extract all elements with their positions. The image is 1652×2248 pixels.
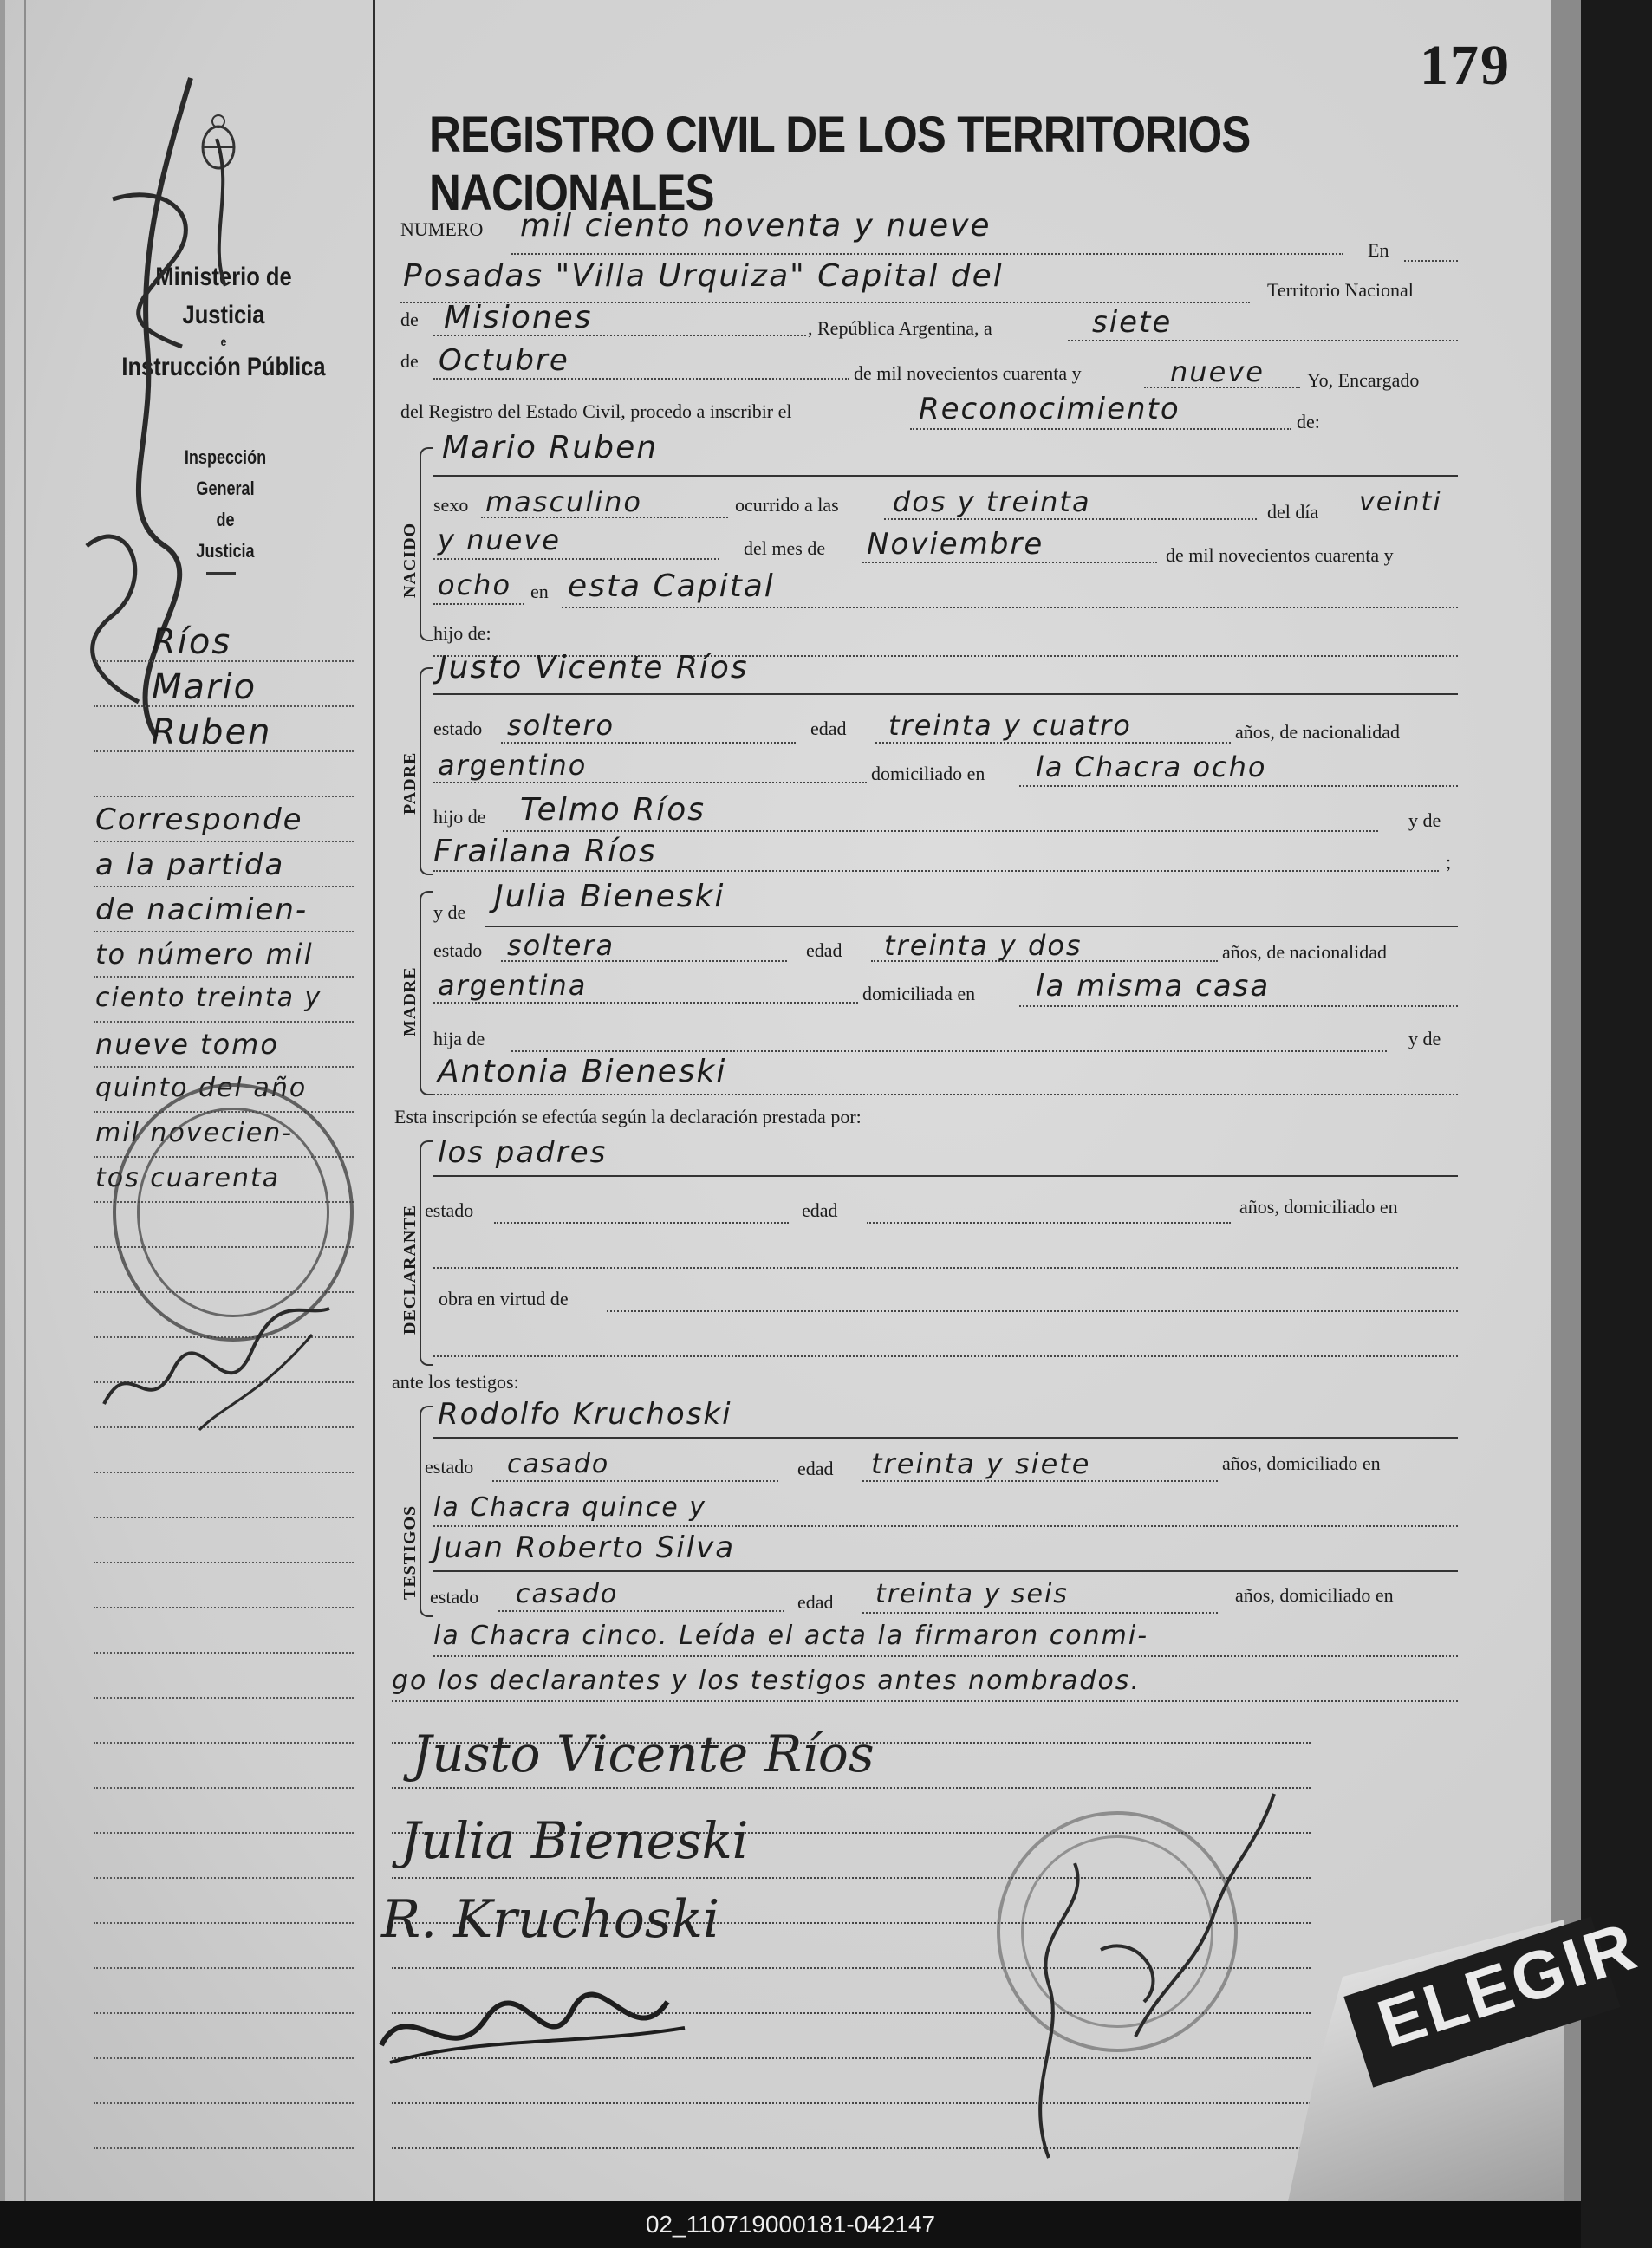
margin-note-line: nueve tomo xyxy=(95,1028,279,1061)
section-label-declarante: DECLARANTE xyxy=(400,1204,420,1335)
ruled-line xyxy=(94,2147,354,2150)
fill-line xyxy=(433,1570,1458,1572)
edad-label: edad xyxy=(797,1458,834,1479)
ministry-line2: e xyxy=(220,335,227,348)
fill-line xyxy=(498,1610,784,1612)
y-de-label-2: y de xyxy=(433,901,466,923)
birth-month: Noviembre xyxy=(867,527,1044,562)
witness2-dom: la Chacra cinco. Leída el acta la firmaron conmi- xyxy=(433,1621,1149,1651)
father-nac: argentino xyxy=(438,749,588,782)
hour-value: dos y treinta xyxy=(893,485,1091,518)
fill-line xyxy=(511,253,1343,255)
obra-label: obra en virtud de xyxy=(439,1288,569,1309)
numero-label: NUMERO xyxy=(400,218,484,240)
margin-note-line: de nacimien- xyxy=(95,893,309,927)
ruled-line xyxy=(94,1877,354,1880)
margin-note-line: tos cuarenta xyxy=(95,1163,281,1193)
registro-label: del Registro del Estado Civil, procedo a inscribir el xyxy=(400,400,792,422)
fill-line xyxy=(433,475,1458,477)
page-title: REGISTRO CIVIL DE LOS TERRITORIOS NACIONALES xyxy=(429,107,1251,221)
margin-note-line: quinto del año xyxy=(95,1073,308,1103)
y-de-label-3: y de xyxy=(1408,1028,1441,1049)
father-name: Justo Vicente Ríos xyxy=(438,650,749,685)
fill-line xyxy=(1019,1005,1458,1007)
witness2-edad: treinta y seis xyxy=(875,1579,1069,1609)
fill-line xyxy=(392,1700,1458,1702)
ruled-line xyxy=(94,1832,354,1835)
image-id-footer: 02_110719000181-042147 xyxy=(0,2201,1581,2248)
en-label: En xyxy=(1368,239,1389,261)
margin-note-line: Mario xyxy=(152,667,257,707)
section-label-nacido: NACIDO xyxy=(400,522,420,598)
margin-note-line: Corresponde xyxy=(95,802,303,837)
ruled-line xyxy=(94,1562,354,1564)
del-dia-label: del día xyxy=(1267,501,1319,523)
year-value: nueve xyxy=(1170,355,1265,388)
birth-year-value: ocho xyxy=(438,568,512,601)
sexo-value: masculino xyxy=(485,485,642,518)
fill-line xyxy=(433,782,867,783)
estado-label: estado xyxy=(425,1456,474,1478)
section-label-padre: PADRE xyxy=(400,751,420,815)
ruled-line xyxy=(94,1742,354,1744)
estado-label: estado xyxy=(430,1586,479,1608)
fill-line xyxy=(433,1655,1458,1657)
mother-estado: soltera xyxy=(507,929,615,962)
fill-line xyxy=(910,428,1291,430)
signature-witness1: R. Kruchoski xyxy=(381,1889,720,1950)
sticker-label: ELEGIR xyxy=(1343,1916,1620,2087)
ruled-line xyxy=(94,1607,354,1609)
ruled-line xyxy=(94,1021,354,1023)
territory-value: Misiones xyxy=(444,300,593,335)
ruled-line xyxy=(94,841,354,843)
father-dom: la Chacra ocho xyxy=(1036,750,1267,783)
inspection-line1: Inspección General xyxy=(184,446,267,499)
ruled-line xyxy=(94,1066,354,1069)
year-label: de mil novecientos cuarenta y xyxy=(854,362,1082,384)
ruled-line xyxy=(94,1697,354,1699)
inscripcion-label: Esta inscripción se efectúa según la declaración prestada por: xyxy=(394,1106,862,1127)
fill-line xyxy=(862,562,1157,563)
ruled-line xyxy=(94,2102,354,2105)
estado-label: estado xyxy=(433,718,483,739)
fill-line xyxy=(503,830,1378,832)
section-label-madre: MADRE xyxy=(400,966,420,1036)
witness1-estado: casado xyxy=(507,1449,610,1479)
fill-line xyxy=(433,1267,1458,1269)
margin-note-line: a la partida xyxy=(95,848,285,882)
decl-anos-label: años, domiciliado en xyxy=(1239,1196,1398,1218)
mother-father: Antonia Bieneski xyxy=(438,1054,727,1089)
ante-label: ante los testigos: xyxy=(392,1371,519,1393)
en-label-2: en xyxy=(530,581,549,602)
margin-note-line: ciento treinta y xyxy=(95,983,322,1013)
page-number: 179 xyxy=(1420,34,1511,97)
father-edad: treinta y cuatro xyxy=(888,709,1132,742)
semicolon: ; xyxy=(1446,851,1452,873)
fill-line xyxy=(562,607,1458,608)
declarant-value: los padres xyxy=(438,1135,608,1170)
inspection-line2: de xyxy=(216,509,235,530)
fill-line xyxy=(875,742,1231,744)
witness2-estado: casado xyxy=(516,1579,619,1609)
birth-year-label: de mil novecientos cuarenta y xyxy=(1166,544,1394,566)
domiciliado-label: domiciliado en xyxy=(871,763,985,784)
margin-note-line: Ruben xyxy=(152,712,272,752)
fill-line xyxy=(494,1222,789,1224)
estado-label: estado xyxy=(433,939,483,961)
edad-label: edad xyxy=(810,718,847,739)
witness1-name: Rodolfo Kruchoski xyxy=(438,1397,732,1432)
fill-line xyxy=(433,1355,1458,1357)
edad-label: edad xyxy=(806,939,842,961)
edad-label: edad xyxy=(797,1591,834,1613)
father-estado: soltero xyxy=(507,709,615,742)
anos-nac-label: años, de nacionalidad xyxy=(1235,721,1400,743)
fill-line xyxy=(433,1002,858,1004)
mother-dom: la misma casa xyxy=(1036,969,1271,1004)
father-mother: Frailana Ríos xyxy=(433,834,657,869)
ruled-line xyxy=(94,1922,354,1925)
fill-line xyxy=(607,1310,1458,1312)
father-father: Telmo Ríos xyxy=(520,792,706,828)
closing-line: go los declarantes y los testigos antes nombrados. xyxy=(392,1666,1141,1696)
ruled-line xyxy=(94,1787,354,1790)
ruled-line xyxy=(94,1517,354,1519)
signature-father: Justo Vicente Ríos xyxy=(412,1725,875,1783)
fill-line xyxy=(433,870,1439,872)
fill-line xyxy=(433,1525,1458,1527)
sexo-label: sexo xyxy=(433,494,469,516)
anos-nac-label-2: años, de nacionalidad xyxy=(1222,941,1387,963)
ruled-line xyxy=(94,2057,354,2060)
official-signature-icon xyxy=(997,1777,1326,2175)
fill-line xyxy=(884,518,1257,520)
margin-note-line: mil novecien- xyxy=(95,1118,294,1148)
mother-name: Julia Bieneski xyxy=(494,879,725,914)
fill-line xyxy=(433,603,524,605)
child-name: Mario Ruben xyxy=(442,430,659,465)
day-value: siete xyxy=(1092,305,1173,340)
section-brace xyxy=(420,447,433,641)
binding-edge xyxy=(0,0,5,2201)
fill-line xyxy=(501,742,796,744)
fill-line xyxy=(492,1480,778,1482)
hijo-de-label-2: hijo de xyxy=(433,806,486,828)
decl-edad-label: edad xyxy=(802,1199,838,1221)
margin-note-line: to número mil xyxy=(95,938,314,971)
ocurrido-label: ocurrido a las xyxy=(735,494,839,516)
numero-value: mil ciento noventa y nueve xyxy=(520,208,992,244)
domiciliada-label: domiciliada en xyxy=(862,983,976,1004)
de-label: de xyxy=(400,350,419,372)
ruled-line xyxy=(94,2012,354,2015)
del-mes-label: del mes de xyxy=(744,537,826,559)
birth-place: esta Capital xyxy=(568,568,775,604)
fill-line xyxy=(1019,785,1458,787)
yo-label: Yo, Encargado xyxy=(1307,369,1420,391)
hijo-de-label: hijo de: xyxy=(433,622,491,644)
y-de-label: y de xyxy=(1408,809,1441,831)
section-brace xyxy=(420,1140,433,1366)
de-label: de xyxy=(400,309,419,330)
ruled-line xyxy=(94,931,354,933)
witness1-edad: treinta y siete xyxy=(871,1447,1091,1480)
witness1-dom: la Chacra quince y xyxy=(433,1492,706,1523)
fill-line xyxy=(433,1094,1458,1095)
signature-mother: Julia Bieneski xyxy=(400,1811,749,1870)
witness2-name: Juan Roberto Silva xyxy=(433,1530,736,1565)
fill-line xyxy=(511,1050,1387,1052)
de-colon-label: de: xyxy=(1297,411,1320,432)
month-value: Octubre xyxy=(439,343,569,378)
ruled-line xyxy=(94,1967,354,1970)
binding-line xyxy=(24,0,26,2201)
section-brace xyxy=(420,891,433,1095)
page-right-edge xyxy=(1551,0,1581,2201)
ruled-line xyxy=(94,976,354,978)
act-value: Reconocimiento xyxy=(919,392,1180,426)
fill-line xyxy=(433,1175,1458,1177)
w-anos-label: años, domiciliado en xyxy=(1222,1452,1381,1474)
fill-line xyxy=(1404,260,1458,262)
decl-estado-label: estado xyxy=(425,1199,474,1221)
ruled-line xyxy=(94,1652,354,1654)
fill-line xyxy=(485,926,1458,927)
place-value: Posadas "Villa Urquiza" Capital del xyxy=(403,258,1004,294)
hija-de-label: hija de xyxy=(433,1028,485,1049)
ministry-line1: Ministerio de Justicia xyxy=(155,263,292,329)
territorio-label: Territorio Nacional xyxy=(1267,279,1414,301)
section-brace xyxy=(420,667,433,875)
mother-edad: treinta y dos xyxy=(884,929,1083,962)
margin-divider xyxy=(373,0,375,2201)
inspection-line3: Justicia xyxy=(196,540,255,562)
ruled-line xyxy=(94,796,354,798)
ruled-line xyxy=(94,1472,354,1474)
fill-line xyxy=(862,1612,1218,1614)
fill-line xyxy=(1068,340,1458,341)
birth-day-value-2: y nueve xyxy=(438,523,561,556)
fill-line xyxy=(867,1222,1231,1224)
mother-nac: argentina xyxy=(438,969,588,1002)
fill-line xyxy=(433,693,1458,695)
republica-label: , República Argentina, a xyxy=(808,317,992,339)
fill-line xyxy=(433,558,719,560)
fill-line xyxy=(433,378,849,380)
signature-witness2-icon xyxy=(373,1959,702,2080)
ministry-line3: Instrucción Pública xyxy=(121,353,326,381)
margin-note-line: Ríos xyxy=(152,622,232,662)
w-anos-label: años, domiciliado en xyxy=(1235,1584,1394,1606)
section-label-testigos: TESTIGOS xyxy=(400,1504,420,1600)
fill-line xyxy=(433,1437,1458,1439)
birth-day-value: veinti xyxy=(1359,487,1442,517)
ruled-line xyxy=(94,886,354,888)
margin-signature-icon xyxy=(95,1300,338,1439)
fill-line xyxy=(862,1480,1218,1482)
